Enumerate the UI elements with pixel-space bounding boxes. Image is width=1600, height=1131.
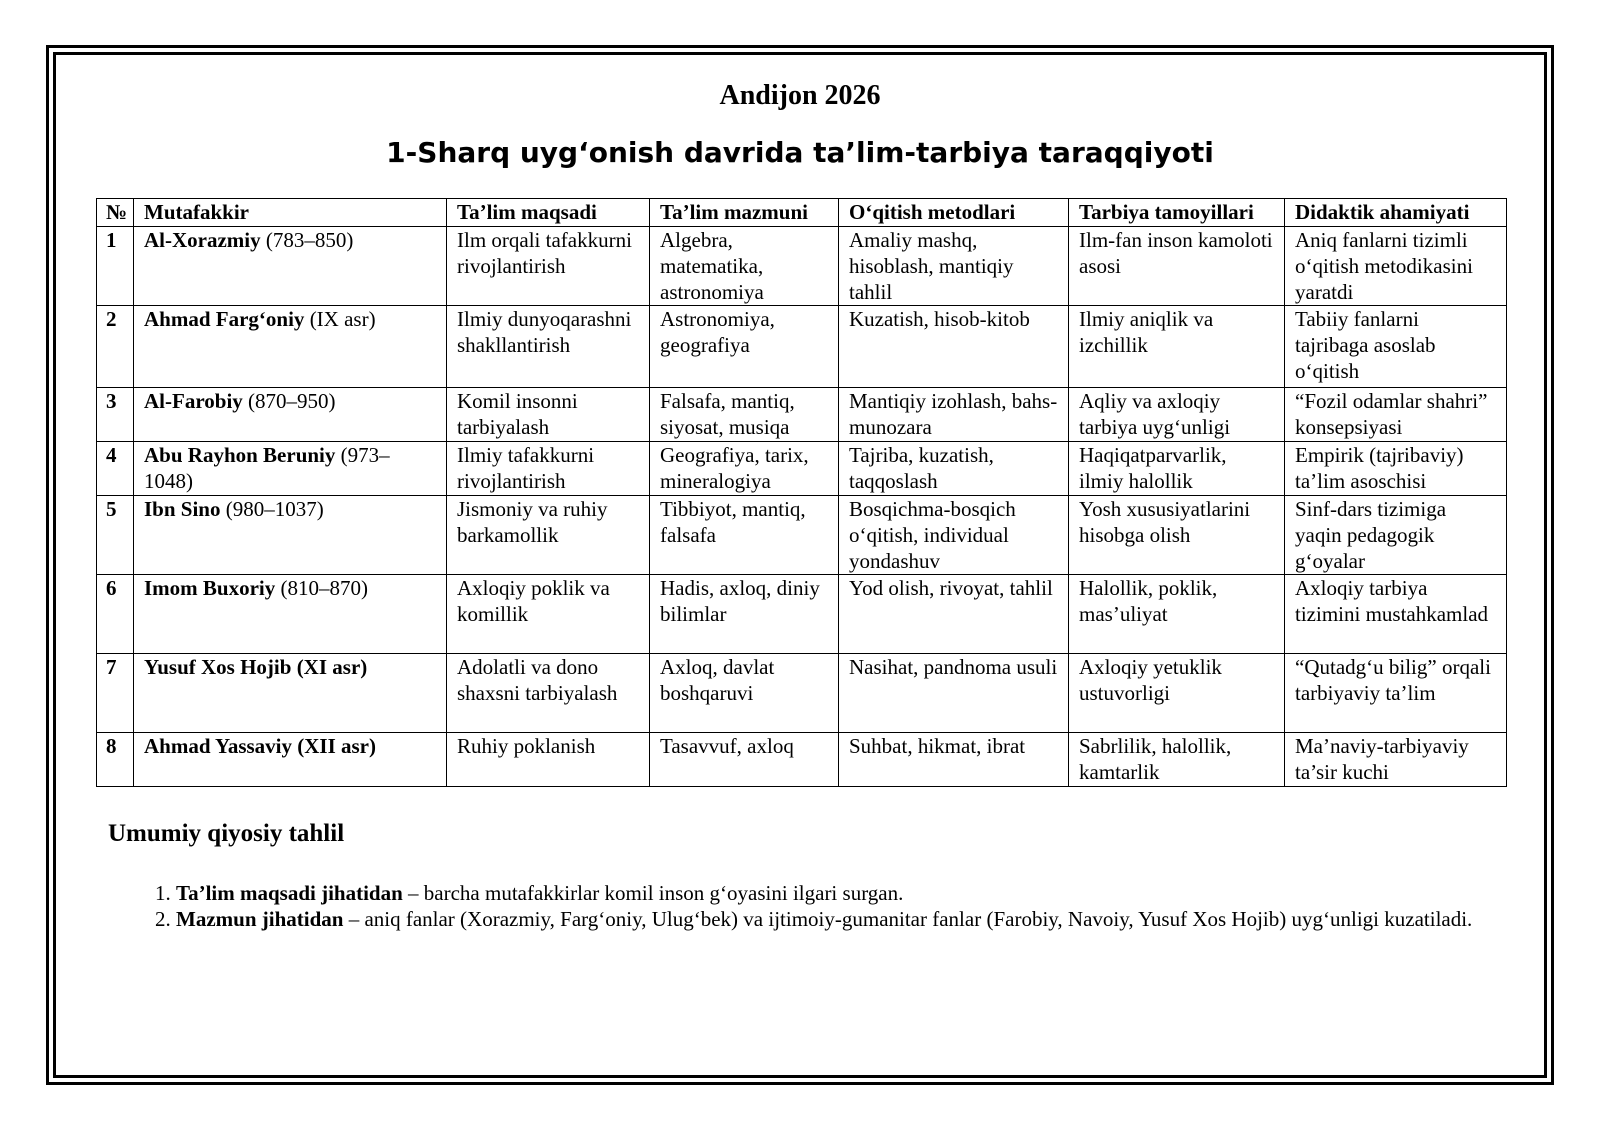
content-cell: Astronomiya, geografiya: [650, 306, 839, 388]
goal-cell: Ilmiy dunyoqarashni shakllantirish: [447, 306, 650, 388]
thinker-cell: [134, 227, 447, 306]
thinker-name: Al-Xorazmiy: [144, 228, 261, 252]
thinker-name: Abu Rayhon Beruniy: [144, 443, 336, 467]
significance-cell: Ma’naviy-tarbiyaviy ta’sir kuchi: [1285, 733, 1507, 787]
methods-cell: Yod olish, rivoyat, tahlil: [839, 575, 1069, 654]
table-row: [97, 733, 1507, 787]
significance-cell: Sinf-dars tizimiga yaqin pedagogik g‘oyalar: [1285, 496, 1507, 575]
thinker-name: Ahmad Yassaviy (XII asr): [144, 734, 376, 758]
column-header-number: №: [97, 199, 134, 227]
table-row: [97, 654, 1507, 733]
thinker-name: Imom Buxoriy: [144, 576, 276, 600]
methods-cell: Amaliy mashq, hisoblash, mantiqiy tahlil: [839, 227, 1069, 306]
row-number: 4: [97, 442, 134, 496]
principles-cell: Halollik, poklik, mas’uliyat: [1069, 575, 1285, 654]
thinker-cell: [134, 654, 447, 733]
significance-cell: Empirik (tajribaviy) ta’lim asoschisi: [1285, 442, 1507, 496]
goal-cell: Adolatli va dono shaxsni tarbiyalash: [447, 654, 650, 733]
list-item: [176, 906, 1576, 932]
content-cell: Tasavvuf, axloq: [650, 733, 839, 787]
column-header-significance: Didaktik ahamiyati: [1285, 199, 1507, 227]
thinker-years: (973–1048): [144, 443, 390, 493]
principles-cell: Haqiqatparvarlik, ilmiy halollik: [1069, 442, 1285, 496]
table-row: [97, 227, 1507, 306]
content-cell: Hadis, axloq, diniy bilimlar: [650, 575, 839, 654]
row-number: 7: [97, 654, 134, 733]
principles-cell: Yosh xususiyatlarini hisobga olish: [1069, 496, 1285, 575]
row-number: 8: [97, 733, 134, 787]
thinker-years: (783–850): [260, 228, 354, 252]
column-header-principles: Tarbiya tamoyillari: [1069, 199, 1285, 227]
analysis-title: Umumiy qiyosiy tahlil: [108, 820, 345, 847]
methods-cell: Nasihat, pandnoma usuli: [839, 654, 1069, 733]
significance-cell: Tabiiy fanlarni tajribaga asoslab o‘qitish: [1285, 306, 1507, 388]
list-item-lead: Mazmun jihatidan: [176, 907, 344, 931]
row-number: 5: [97, 496, 134, 575]
thinker-years: (870–950): [242, 389, 336, 413]
significance-cell: “Fozil odamlar shahri” konsepsiyasi: [1285, 388, 1507, 442]
row-number: 6: [97, 575, 134, 654]
principles-cell: Axloqiy yetuklik ustuvorligi: [1069, 654, 1285, 733]
list-item: [176, 880, 1576, 906]
significance-cell: Axloqiy tarbiya tizimini mustahkamlad: [1285, 575, 1507, 654]
content-cell: Algebra, matematika, astronomiya: [650, 227, 839, 306]
methods-cell: Bosqichma-bosqich o‘qitish, individual yondashuv: [839, 496, 1069, 575]
content-cell: Tibbiyot, mantiq, falsafa: [650, 496, 839, 575]
thinker-name: Ahmad Farg‘oniy: [144, 307, 305, 331]
principles-cell: Ilm-fan inson kamoloti asosi: [1069, 227, 1285, 306]
significance-cell: “Qutadg‘u bilig” orqali tarbiyaviy ta’lim: [1285, 654, 1507, 733]
thinker-years: (IX asr): [304, 307, 376, 331]
list-item-text: – aniq fanlar (Xorazmiy, Farg‘oniy, Ulug‘bek) va ijtimoiy-gumanitar fanlar (Farobiy, Navoiy, Yusuf Xos Hojib) uyg‘unligi kuzatiladi.: [343, 907, 1473, 931]
row-number: 1: [97, 227, 134, 306]
goal-cell: Ilmiy tafakkurni rivojlantirish: [447, 442, 650, 496]
principles-cell: Ilmiy aniqlik va izchillik: [1069, 306, 1285, 388]
thinker-cell: [134, 388, 447, 442]
content-cell: Axloq, davlat boshqaruvi: [650, 654, 839, 733]
analysis-list: [108, 880, 1576, 932]
table-row: [97, 575, 1507, 654]
thinker-cell: [134, 733, 447, 787]
thinker-years: (980–1037): [220, 497, 324, 521]
table-row: [97, 496, 1507, 575]
column-header-thinker: Mutafakkir: [134, 199, 447, 227]
row-number: 3: [97, 388, 134, 442]
goal-cell: Jismoniy va ruhiy barkamollik: [447, 496, 650, 575]
thinker-name: Yusuf Xos Hojib (XI asr): [144, 655, 368, 679]
principles-cell: Aqliy va axloqiy tarbiya uyg‘unligi: [1069, 388, 1285, 442]
methods-cell: Suhbat, hikmat, ibrat: [839, 733, 1069, 787]
goal-cell: Ruhiy poklanish: [447, 733, 650, 787]
principles-cell: Sabrlilik, halollik, kamtarlik: [1069, 733, 1285, 787]
list-item-text: – barcha mutafakkirlar komil inson g‘oyasini ilgari surgan.: [402, 881, 904, 905]
methods-cell: Kuzatish, hisob-kitob: [839, 306, 1069, 388]
significance-cell: Aniq fanlarni tizimli o‘qitish metodikasini yaratdi: [1285, 227, 1507, 306]
content-cell: Falsafa, mantiq, siyosat, musiqa: [650, 388, 839, 442]
table-row: [97, 388, 1507, 442]
column-header-content: Ta’lim mazmuni: [650, 199, 839, 227]
thinker-years: (810–870): [275, 576, 368, 600]
column-header-methods: O‘qitish metodlari: [839, 199, 1069, 227]
goal-cell: Axloqiy poklik va komillik: [447, 575, 650, 654]
thinker-cell: [134, 306, 447, 388]
document-title: Andijon 2026: [719, 80, 881, 111]
thinker-cell: [134, 496, 447, 575]
content-cell: Geografiya, tarix, mineralogiya: [650, 442, 839, 496]
goal-cell: Ilm orqali tafakkurni rivojlantirish: [447, 227, 650, 306]
column-header-goal: Ta’lim maqsadi: [447, 199, 650, 227]
thinker-name: Al-Farobiy: [144, 389, 243, 413]
methods-cell: Tajriba, kuzatish, taqqoslash: [839, 442, 1069, 496]
row-number: 2: [97, 306, 134, 388]
list-item-lead: Ta’lim maqsadi jihatidan: [176, 881, 403, 905]
table-row: [97, 442, 1507, 496]
thinker-cell: [134, 575, 447, 654]
table-header-row: [97, 199, 1507, 227]
table-row: [97, 306, 1507, 388]
goal-cell: Komil insonni tarbiyalash: [447, 388, 650, 442]
thinker-cell: [134, 442, 447, 496]
thinker-name: Ibn Sino: [144, 497, 221, 521]
thinkers-table: [96, 198, 1507, 787]
document-subtitle: 1-Sharq uyg‘onish davrida ta’lim-tarbiya taraqqiyoti: [386, 136, 1214, 169]
methods-cell: Mantiqiy izohlash, bahs-munozara: [839, 388, 1069, 442]
